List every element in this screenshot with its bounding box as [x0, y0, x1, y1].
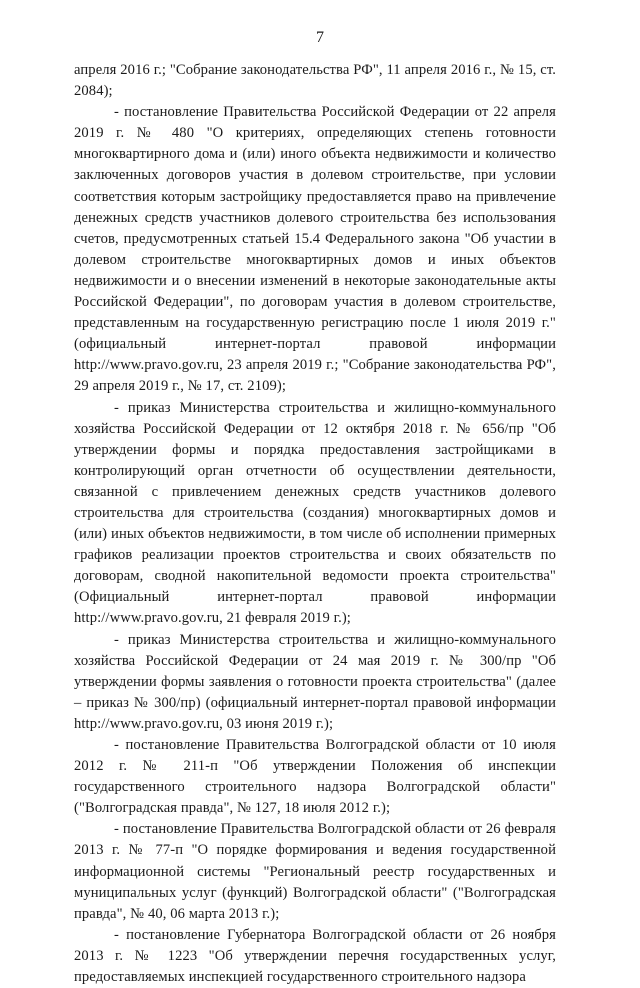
document-body: [74, 60, 556, 988]
paragraph-volgograd-decree-77: - постановление Правительства Волгоградской области от 26 февраля 2013 г. № 77-п "О порядке формирования и ведения государственной информационной системы "Региональный реестр государственных и муниципальных услуг (функций) Волгоградской области" ("Волгоградская правда", № 40, 06 марта 2013 г.);: [74, 821, 556, 922]
paragraph-government-decree-480: - постановление Правительства Российской Федерации от 22 апреля 2019 г. № 480 "О критериях, определяющих степень готовности многоквартирного дома и (или) иного объекта недвижимости и количество заключенных договоров участия в долевом строительстве, при условии соответствия которым застройщику предоставляется право на привлечение денежных средств участников долевого строительства без использования счетов, предусмотренных статьей 15.4 Федерального закона "Об участии в долевом строительстве многоквартирных домов и иных объектов недвижимости и о внесении изменений в некоторые законодательные акты Российской Федерации", по договорам участия в долевом строительстве, представленным на государственную регистрацию после 1 июля 2019 г." (официальный интернет-портал правовой информации http://www.pravo.gov.ru, 23 апреля 2019 г.; "Собрание законодательства РФ", 29 апреля 2019 г., № 17, ст. 2109);: [74, 104, 556, 395]
paragraph-volgograd-decree-211: - постановление Правительства Волгоградской области от 10 июля 2012 г. № 211-п "Об утверждении Положения об инспекции государственного строительного надзора Волгоградской области" ("Волгоградская правда", № 127, 18 июля 2012 г.);: [74, 737, 556, 817]
page-number: 7: [316, 29, 324, 46]
paragraph-continuation: апреля 2016 г.; "Собрание законодательства РФ", 11 апреля 2016 г., № 15, ст. 2084);: [74, 62, 556, 100]
paragraph-ministry-order-300: - приказ Министерства строительства и жилищно-коммунального хозяйства Российской Федерации от 24 мая 2019 г. № 300/пр "Об утверждении формы заявления о готовности проекта строительства" (далее – приказ № 300/пр) (официальный интернет-портал правовой информации http://www.pravo.gov.ru, 03 июня 2019 г.);: [74, 631, 556, 732]
paragraph-ministry-order-656: - приказ Министерства строительства и жилищно-коммунального хозяйства Российской Федерации от 12 октября 2018 г. № 656/пр "Об утверждении формы и порядка предоставления застройщиками в контролирующий орган отчетности об осуществлении деятельности, связанной с привлечением денежных средств участников долевого строительства для строительства (создания) многоквартирных домов и (или) иных объектов недвижимости, в том числе об исполнении примерных графиков реализации проектов строительства и своих обязательств по договорам, сводной накопительной ведомости проекта строительства" (Официальный интернет-портал правовой информации http://www.pravo.gov.ru, 21 февраля 2019 г.);: [74, 399, 556, 627]
paragraph-governor-decree-1223: - постановление Губернатора Волгоградской области от 26 ноября 2013 г. № 1223 "Об утверждении перечня государственных услуг, предоставляемых инспекцией государственного строительного надзора: [74, 926, 556, 986]
